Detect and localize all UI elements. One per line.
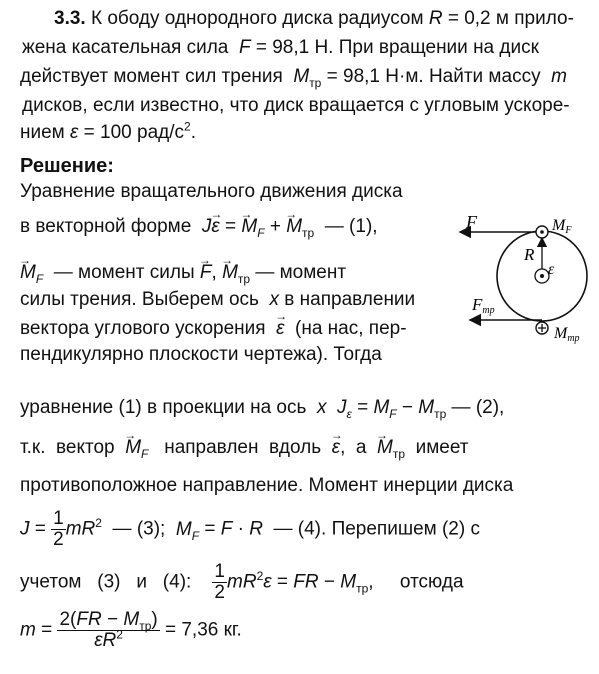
label-mf: MF (552, 217, 572, 236)
label-ftr: Fтр (472, 295, 495, 316)
solution-line-12: m = $\frac{2(FR - M_{тр})}{\varepsilon R^2}$ = 7,36 кг. (20, 609, 242, 651)
solution-line-9: противоположное направление. Момент инерции диска (20, 475, 514, 496)
problem-line-3: действует момент сил трения $M_{тр} = 98,1$ Н·м. Найти массу m (20, 66, 567, 90)
disk-figure (458, 208, 598, 368)
solution-line-5: вектора углового ускорения → ε (на нас, пер- (20, 318, 407, 340)
problem-line-5: нием ε = 100 рад/$с^2$. (20, 119, 196, 143)
label-mtr: Mтр (554, 325, 580, 344)
label-r: R (524, 245, 535, 264)
solution-line-2: в векторной форме J→ ε = → $M_F$ + → $M_{тр}$ — (1), (20, 216, 378, 238)
solution-line-8: т.к. вектор → $M_F$ направлен вдоль → ε, $а \to M_{тр}$ имеет (20, 437, 468, 459)
solution-line-10: J = $\frac{1}{2}$ $mR^2$ — (3); $M_F = F \cdot R$ — (4). Перепишем (2) с (20, 508, 480, 550)
solution-line-3: → $M_F$ — момент силы → F, → $M_{тр}$ — момент (20, 262, 346, 284)
problem-number: 3.3. (54, 8, 86, 29)
problem-line-4: дисков, если известно, что диск вращается с угловым ускоре- (22, 95, 570, 116)
solution-heading: Решение: (20, 155, 114, 177)
solution-line-7: уравнение (1) в проекции на ось x $J_\varepsilon = M_F - M_{тр}$ — (2), (20, 397, 505, 421)
label-eps: ε (548, 261, 555, 278)
problem-line-1: 3.3. К ободу однородного диска радиусом R = 0,2 м прило- (54, 8, 574, 29)
solution-line-1: Уравнение вращательного движения диска (20, 181, 403, 202)
solution-line-11: учетом (3) и (4): $\frac{1}{2}$ $mR^2\varepsilon$ = FR − $M_{тр}$, отсюда (20, 561, 464, 603)
problem-line-2: жена касательная сила F = 98,1 Н. При вращении на диск (22, 37, 539, 58)
label-f: F (466, 212, 477, 232)
solution-line-6: пендикулярно плоскости чертежа). Тогда (20, 344, 382, 365)
solution-line-4: силы трения. Выберем ось x в направлении (20, 289, 416, 310)
